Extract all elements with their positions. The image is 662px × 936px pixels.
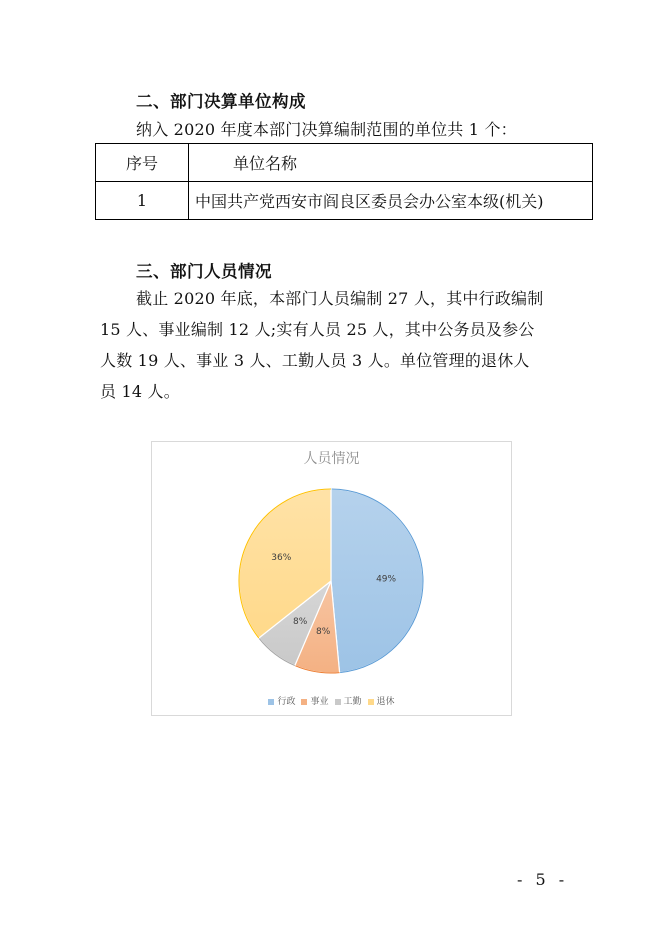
staff-paragraph xyxy=(100,283,570,407)
table-header-unit-name: 单位名称 xyxy=(189,144,593,182)
legend-label: 行政 xyxy=(277,697,296,707)
unit-count-text: 纳入 2020 年度本部门决算编制范围的单位共 1 个： xyxy=(136,120,517,139)
pie-data-label: 8% xyxy=(316,627,331,637)
legend-label: 事业 xyxy=(310,697,329,707)
page-number: - 5 - xyxy=(517,870,569,889)
paragraph-line: 员 14 人。 xyxy=(100,382,180,401)
legend-item xyxy=(268,694,295,707)
legend-swatch xyxy=(268,699,274,705)
table-cell-unit-name: 中国共产党西安市阎良区委员会办公室本级(机关) xyxy=(189,182,593,220)
chart-title: 人员情况 xyxy=(303,451,360,467)
legend-label: 工勤 xyxy=(343,697,362,707)
pie-chart-frame xyxy=(151,441,512,716)
chart-legend xyxy=(152,694,511,707)
legend-swatch xyxy=(368,699,374,705)
pie-chart xyxy=(152,442,511,715)
table-header-row xyxy=(96,144,593,182)
legend-item xyxy=(301,694,328,707)
table-cell-index: 1 xyxy=(96,182,189,220)
pie-data-label: 49% xyxy=(376,574,397,585)
legend-item xyxy=(335,694,362,707)
unit-table xyxy=(95,143,593,220)
section-heading-unit-composition: 二、部门决算单位构成 xyxy=(136,92,306,111)
pie-data-label: 8% xyxy=(293,617,308,628)
paragraph-line: 15 人、事业编制 12 人;实有人员 25 人，其中公务员及参公 xyxy=(100,320,535,339)
pie-data-label: 36% xyxy=(271,552,292,563)
table-row xyxy=(96,182,593,220)
legend-swatch xyxy=(335,699,341,705)
section-heading-staff: 三、部门人员情况 xyxy=(136,262,272,281)
legend-item xyxy=(368,694,395,707)
legend-swatch xyxy=(301,699,307,705)
table-header-index: 序号 xyxy=(96,144,189,182)
paragraph-line: 人数 19 人、事业 3 人、工勤人员 3 人。单位管理的退休人 xyxy=(100,351,530,370)
paragraph-line: 截止 2020 年底，本部门人员编制 27 人，其中行政编制 xyxy=(136,289,544,308)
legend-label: 退休 xyxy=(376,697,395,707)
